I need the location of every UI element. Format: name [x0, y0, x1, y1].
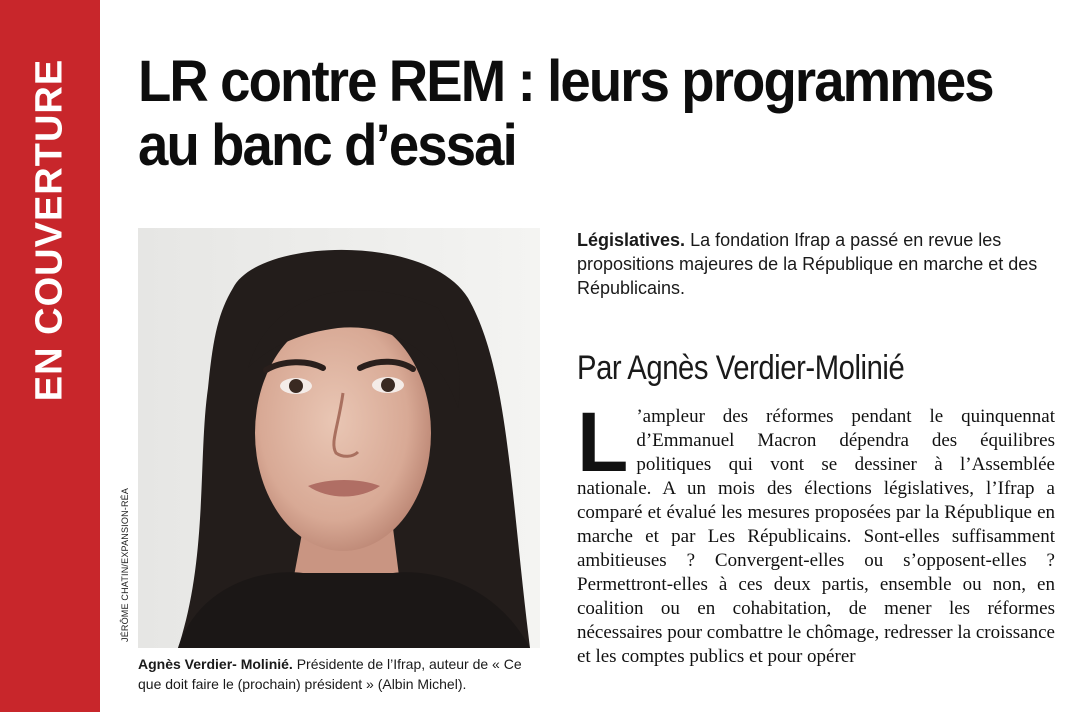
caption-name: Agnès Verdier- Molinié.: [138, 656, 293, 672]
caption-text: Présidente de l’Ifrap, auteur de « Ce que doit faire le (prochain) président » (Albin Michel).: [138, 656, 522, 692]
portrait-illustration: [138, 228, 540, 648]
portrait-photo: [138, 228, 540, 648]
section-label: EN COUVERTURE: [28, 58, 71, 402]
article-byline: Par Agnès Verdier-Molinié: [577, 349, 905, 387]
photo-credit: JÉRÔME CHATIN/EXPANSION-RÉA: [120, 487, 130, 642]
article-headline: LR contre REM : leurs programmes au banc d’essai: [138, 49, 993, 178]
article-body: [577, 395, 1055, 669]
lede-text: La fondation Ifrap a passé en revue les propositions majeures de la République en marche et des Républicains.: [577, 230, 1038, 298]
lede-label: Législatives.: [577, 230, 686, 250]
section-band: [0, 0, 100, 712]
body-paragraph: ’ampleur des réformes pendant le quinquennat d’Emmanuel Macron dépendra des équilibres politiques qui vont se dessiner à l’Assemblée nationale. A un mois des élections législatives, l’Ifrap a comparé et évalué les mesures proposées par la République en marche et par Les Républicains. Sont-elles suffisamment ambitieuses ? Convergent-elles ou s’opposent-elles ? Permettront-elles à ces deux partis, ensemble ou non, en coalition ou en cohabitation, de mener les réformes nécessaires pour combattre le chômage, redresser la croissance et les comptes publics et pour opérer: [577, 406, 1055, 667]
photo-caption: [138, 654, 548, 694]
drop-cap: L: [577, 395, 629, 489]
article-lede: [577, 228, 1067, 300]
